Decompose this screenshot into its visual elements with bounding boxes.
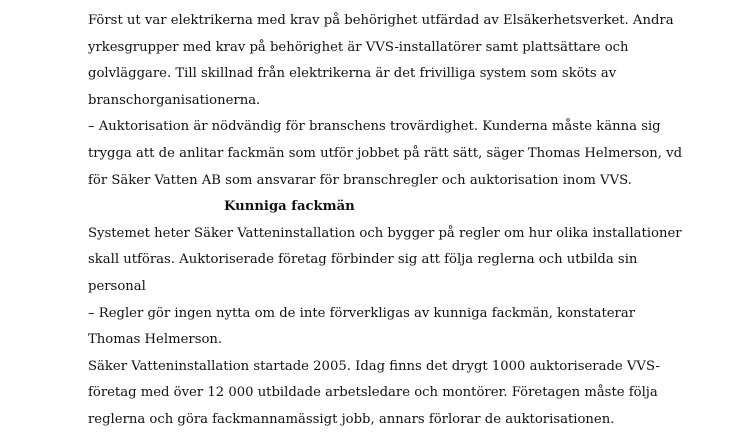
paragraph-line: Säker Vatteninstallation startade 2005. Idag finns det drygt 1000 auktoriserade VVS-: [88, 358, 660, 374]
paragraph-line: yrkesgrupper med krav på behörighet är VVS-installatörer samt plattsättare och: [88, 39, 629, 55]
article-body: [88, 8, 688, 434]
paragraph-line: branschorganisationerna.: [88, 92, 261, 108]
paragraph-line: Först ut var elektrikerna med krav på behörighet utfärdad av Elsäkerhetsverket. Andra: [88, 13, 674, 28]
quote-line: Thomas Helmerson.: [88, 332, 223, 348]
quote-line: – Regler gör ingen nytta om de inte förverkligas av kunniga fackmän, konstaterar: [88, 305, 636, 321]
paragraph-line: företag med över 12 000 utbildade arbetsledare och montörer. Företagen måste följa: [88, 385, 658, 401]
paragraph-line: personal: [88, 278, 146, 294]
quote-line: trygga att de anlitar fackmän som utför jobbet på rätt sätt, säger Thomas Helmerson, vd: [88, 145, 683, 161]
section-heading: Kunniga fackmän: [224, 199, 355, 215]
paragraph-line: skall utföras. Auktoriserade företag förbinder sig att följa reglerna och utbilda sin: [88, 252, 638, 268]
paragraph-line: Systemet heter Säker Vatteninstallation och bygger på regler om hur olika installationer: [88, 225, 682, 241]
quote-line: för Säker Vatten AB som ansvarar för branschregler och auktorisation inom VVS.: [88, 172, 632, 188]
quote-line: – Auktorisation är nödvändig för branschens trovärdighet. Kunderna måste känna sig: [88, 119, 661, 135]
paragraph-line: golvläggare. Till skillnad från elektrikerna är det frivilliga system som sköts av: [88, 66, 617, 82]
paragraph-line: reglerna och göra fackmannamässigt jobb, annars förlorar de auktorisationen.: [88, 411, 615, 427]
